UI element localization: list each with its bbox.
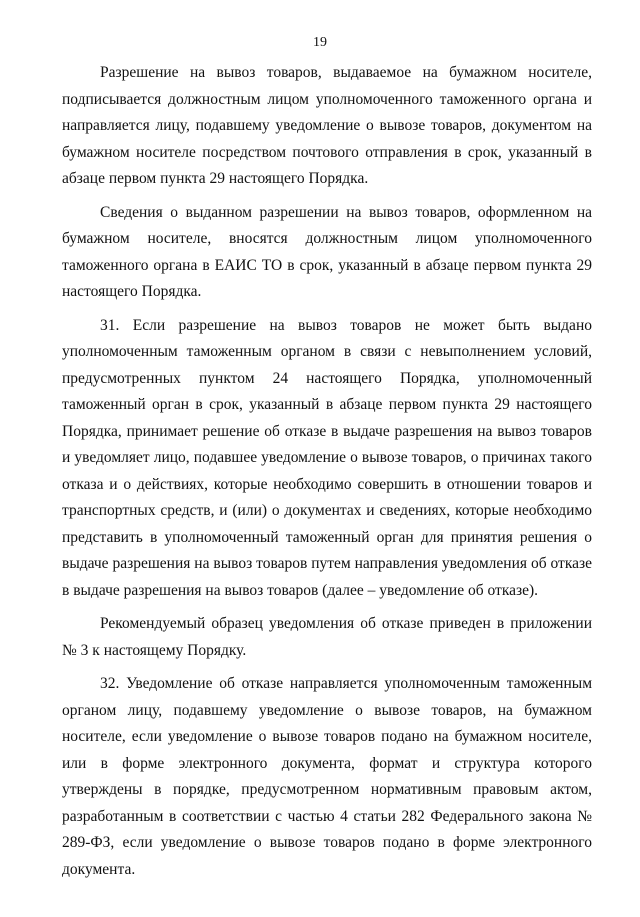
page-number: 19 <box>313 35 327 50</box>
paragraph-31-refusal: 31. Если разрешение на вывоз товаров не может быть выдано уполномоченным таможенным органом в связи с невыполнением условий, предусмотренных пунктом 24 настоящего Порядка, уполномоченный таможенный орган в срок, указанный в абзаце первом пункта 29 настоящего Порядка, принимает решение об отказе в выдаче разрешения на вывоз товаров и уведомляет лицо, подавшее уведомление о вывозе товаров, о причинах такого отказа и о действиях, которые необходимо совершить в отношении товаров и транспортных средств, и (или) о документах и сведениях, которые необходимо представить в уполномоченный таможенный орган для принятия решения о выдаче разрешения на вывоз товаров путем направления уведомления об отказе в выдаче разрешения на вывоз товаров (далее – уведомление об отказе). <box>62 316 592 599</box>
document-body <box>62 60 592 890</box>
paragraph-refusal-sample: Рекомендуемый образец уведомления об отказе приведен в приложении № 3 к настоящему Порядку. <box>62 615 592 659</box>
paragraph-32-refusal-delivery: 32. Уведомление об отказе направляется уполномоченным таможенным органом лицу, подавшему уведомление о вывозе товаров, на бумажном носителе, если уведомление о вывозе товаров подано на бумажном носителе, или в форме электронного документа, формат и структура которого утверждены в порядке, предусмотренном нормативным правовым актом, разработанным в соответствии с частью 4 статьи 282 Федерального закона № 289-ФЗ, если уведомление о вывозе товаров подано в форме электронного документа. <box>62 675 592 878</box>
paragraph-permit-info-eais: Сведения о выданном разрешении на вывоз товаров, оформленном на бумажном носителе, вносятся должностным лицом уполномоченного таможенного органа в ЕАИС ТО в срок, указанный в абзаце первом пункта 29 настоящего Порядка. <box>62 203 592 300</box>
paragraph-permit-paper-issuance: Разрешение на вывоз товаров, выдаваемое на бумажном носителе, подписывается должностным лицом уполномоченного таможенного органа и направляется лицу, подавшему уведомление о вывозе товаров, документом на бумажном носителе посредством почтового отправления в срок, указанный в абзаце первом пункта 29 настоящего Порядка. <box>62 64 592 187</box>
